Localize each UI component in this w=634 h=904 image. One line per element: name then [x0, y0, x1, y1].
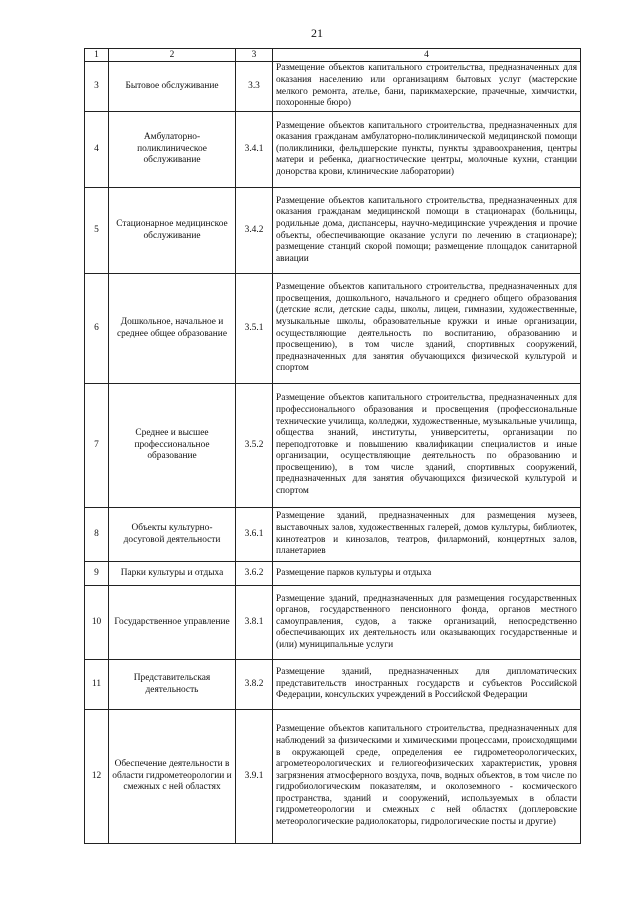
land-use-description: Размещение объектов капитального строительства, предназначенных для оказания гражданам амбулаторно-поликлинической медицинской помощи (поликлиники, фельдшерские пункты, пункты здравоохранения, центры матери и ребенка, диагностические центры, молочные кухни, станции донорства крови, клинические лаборатории)	[273, 112, 581, 188]
column-header: 1	[85, 49, 109, 62]
land-use-name: Объекты культурно-досуговой деятельности	[109, 508, 236, 562]
table-row	[85, 508, 581, 562]
land-use-name: Стационарное медицинское обслуживание	[109, 188, 236, 274]
table-row	[85, 586, 581, 660]
land-use-code: 3.9.1	[236, 710, 273, 844]
table-header-row	[85, 49, 581, 62]
land-use-table	[84, 48, 581, 844]
land-use-description: Размещение объектов капитального строительства, предназначенных для оказания гражданам медицинской помощи в стационарах (больницы, родильные дома, диспансеры, научно-медицинские учреждения и прочие объекты, обеспечивающие оказание услуги по лечению в стационаре); размещение станций скорой помощи; размещение площадок санитарной авиации	[273, 188, 581, 274]
row-number: 3	[85, 62, 109, 112]
land-use-description: Размещение зданий, предназначенных для размещения музеев, выставочных залов, художественных галерей, домов культуры, библиотек, кинотеатров и кинозалов, театров, филармоний, концертных залов, планетариев	[273, 508, 581, 562]
land-use-code: 3.5.2	[236, 384, 273, 508]
land-use-code: 3.6.2	[236, 562, 273, 586]
row-number: 6	[85, 274, 109, 384]
table-row	[85, 710, 581, 844]
table-row	[85, 274, 581, 384]
land-use-description: Размещение зданий, предназначенных для дипломатических представительств иностранных государств и субъектов Российской Федерации, консульских учреждений в Российской Федерации	[273, 660, 581, 710]
row-number: 9	[85, 562, 109, 586]
land-use-code: 3.3	[236, 62, 273, 112]
land-use-description: Размещение зданий, предназначенных для размещения государственных органов, государственного пенсионного фонда, органов местного самоуправления, судов, а также организаций, непосредственно обеспечивающих их деятельность или оказывающих государственные и (или) муниципальные услуги	[273, 586, 581, 660]
land-use-name: Обеспечение деятельности в области гидрометеорологии и смежных с ней областях	[109, 710, 236, 844]
table-row	[85, 562, 581, 586]
row-number: 10	[85, 586, 109, 660]
column-header: 3	[236, 49, 273, 62]
table-row	[85, 62, 581, 112]
page-number: 21	[311, 26, 323, 40]
land-use-description: Размещение парков культуры и отдыха	[273, 562, 581, 586]
land-use-description: Размещение объектов капитального строительства, предназначенных для просвещения, дошкольного, начального и среднего общего образования (детские ясли, детские сады, школы, лицеи, гимназии, художественные, музыкальные школы, образовательные кружки и иные организации, осуществляющие деятельность по воспитанию, образованию и просвещению), в том числе зданий, спортивных сооружений, предназначенных для занятия обучающихся физической культурой и спортом	[273, 274, 581, 384]
row-number: 7	[85, 384, 109, 508]
row-number: 5	[85, 188, 109, 274]
land-use-name: Парки культуры и отдыха	[109, 562, 236, 586]
land-use-name: Бытовое обслуживание	[109, 62, 236, 112]
column-header: 2	[109, 49, 236, 62]
land-use-code: 3.4.1	[236, 112, 273, 188]
table-row	[85, 188, 581, 274]
land-use-code: 3.8.1	[236, 586, 273, 660]
row-number: 4	[85, 112, 109, 188]
land-use-code: 3.8.2	[236, 660, 273, 710]
table-row	[85, 660, 581, 710]
row-number: 8	[85, 508, 109, 562]
land-use-code: 3.6.1	[236, 508, 273, 562]
land-use-name: Амбулаторно-поликлиническое обслуживание	[109, 112, 236, 188]
land-use-code: 3.5.1	[236, 274, 273, 384]
land-use-description: Размещение объектов капитального строительства, предназначенных для профессионального образования и просвещения (профессиональные технические училища, колледжи, художественные, музыкальные училища, общества знаний, институты, университеты, организации по переподготовке и повышению квалификации специалистов и иные организации, осуществляющие деятельность по образованию и просвещению), в том числе зданий, спортивных сооружений, предназначенных для занятия обучающихся физической культурой и спортом	[273, 384, 581, 508]
land-use-description: Размещение объектов капитального строительства, предназначенных для оказания населению или организациям бытовых услуг (мастерские мелкого ремонта, ателье, бани, парикмахерские, прачечные, химчистки, похоронные бюро)	[273, 62, 581, 112]
row-number: 12	[85, 710, 109, 844]
land-use-name: Представительская деятельность	[109, 660, 236, 710]
row-number: 11	[85, 660, 109, 710]
table-row	[85, 112, 581, 188]
land-use-code: 3.4.2	[236, 188, 273, 274]
land-use-name: Государственное управление	[109, 586, 236, 660]
land-use-name: Дошкольное, начальное и среднее общее образование	[109, 274, 236, 384]
column-header: 4	[273, 49, 581, 62]
table-row	[85, 384, 581, 508]
land-use-name: Среднее и высшее профессиональное образование	[109, 384, 236, 508]
land-use-description: Размещение объектов капитального строительства, предназначенных для наблюдений за физическими и химическими процессами, происходящими в окружающей среде, определения ее гидрометеорологических, агрометеорологических и гелиогеофизических характеристик, уровня загрязнения атмосферного воздуха, почв, водных объектов, в том числе по гидробиологическим показателям, и околоземного - космического пространства, зданий и сооружений, используемых в области гидрометеорологии и смежных с ней областях (доплеровские метеорологические радиолокаторы, гидрологические посты и другие)	[273, 710, 581, 844]
